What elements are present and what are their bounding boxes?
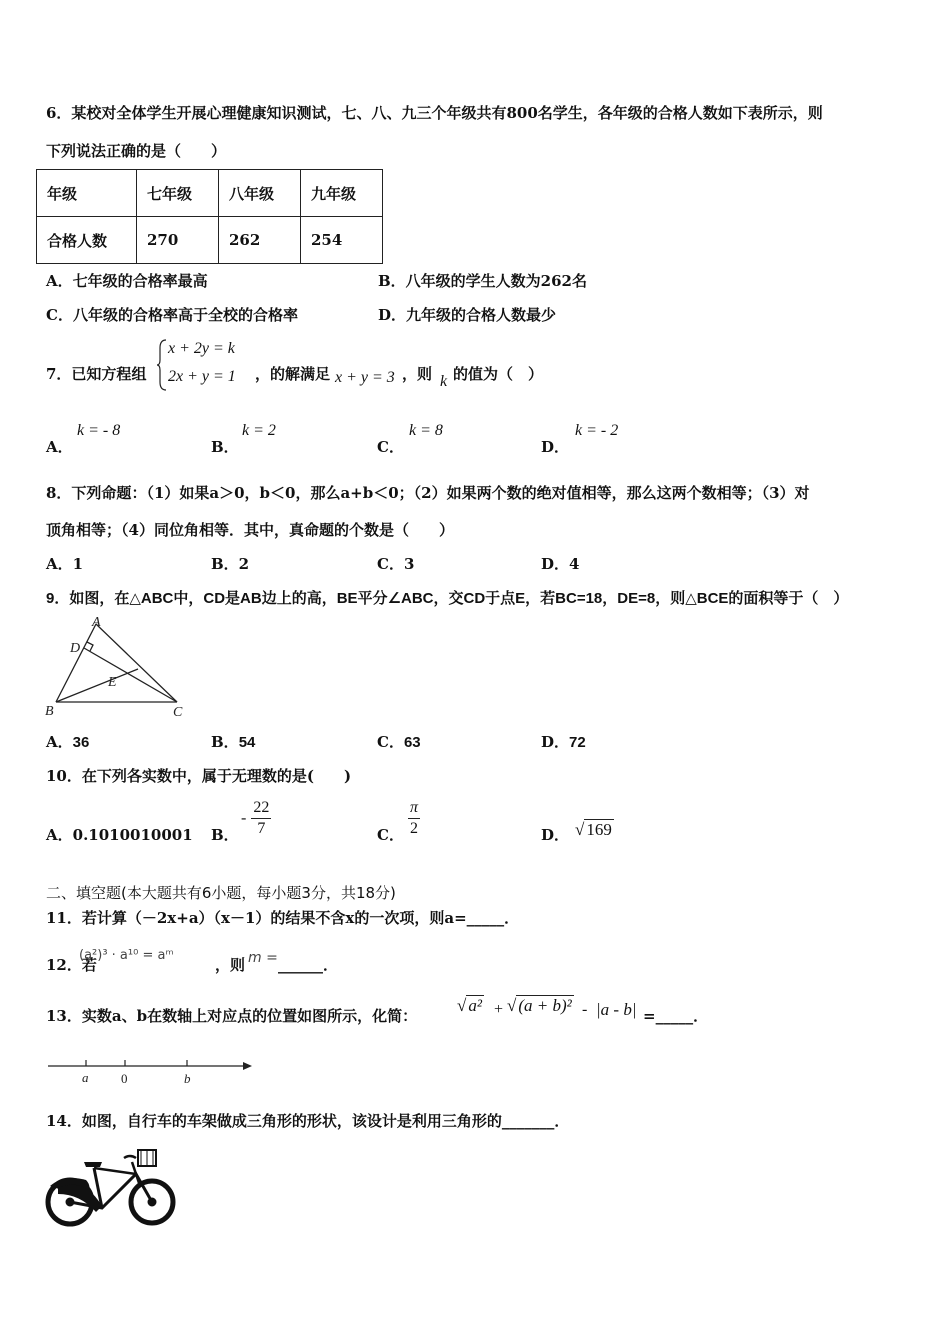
q9-text: 9．如图，在△ABC中，CD是AB边上的高，BE平分∠ABC，交CD于点E，若BC=18，DE=8，则△BCE的面积等于（ ） — [46, 590, 849, 607]
figure-label-a: A — [92, 615, 101, 630]
table-row-label: 合格人数 — [37, 217, 137, 264]
q7-option-a-label: A． — [46, 438, 73, 456]
q13-sqrt-ab: √ (a + b)² — [507, 996, 572, 1015]
table-header: 八年级 — [219, 170, 301, 217]
q13-sqrt-a: √ a² — [457, 996, 482, 1015]
q7-option-a-value: k = - 8 — [77, 422, 121, 439]
q6-option-a: A．七年级的合格率最高 — [46, 272, 208, 290]
q7-condition: x + y = 3 — [335, 369, 395, 386]
q10-option-c-value — [408, 798, 420, 839]
q12-m: m = — [248, 950, 278, 966]
q10-option-d-label: D． — [541, 826, 570, 844]
q10-text: 10．在下列各实数中，属于无理数的是( ) — [46, 767, 352, 785]
figure-label-e: E — [108, 675, 117, 690]
q14-text: 14．如图，自行车的车架做成三角形的形状，该设计是利用三角形的_______． — [46, 1112, 570, 1130]
q12-mid: ，则 — [215, 956, 246, 974]
q12-blank: ______． — [278, 956, 339, 974]
q6-line1: 6．某校对全体学生开展心理健康知识测试，七、八、九三个年级共有800名学生，各年级的合格人数如下表所示，则 — [46, 104, 823, 122]
figure-label-c: C — [173, 705, 183, 720]
q7-then: ，则 — [402, 365, 433, 383]
axis-label-b: b — [184, 1071, 191, 1086]
q9-option-b: B．54 — [211, 733, 256, 751]
q6-option-d: D．九年级的合格人数最少 — [378, 306, 557, 324]
q12-expression: (a²)³ · a¹⁰ = aᵐ — [79, 948, 174, 963]
q13-plus: + — [494, 1001, 504, 1018]
q10-option-b-value: - $\frac{22}{7}$ — [241, 799, 270, 837]
q8-option-d: D．4 — [541, 555, 580, 573]
q13-tail: =_____． — [643, 1007, 709, 1025]
figure-label-b: B — [45, 704, 54, 719]
q13-prefix: 13．实数a、b在数轴上对应点的位置如图所示，化简： — [46, 1007, 418, 1025]
q7-equation-1: x + 2y = k — [168, 340, 235, 357]
figure-label-d: D — [70, 641, 81, 656]
table-cell: 262 — [219, 217, 301, 264]
table-cell: 254 — [301, 217, 383, 264]
system-brace — [156, 338, 168, 392]
axis-label-zero: 0 — [121, 1071, 128, 1086]
q10-option-b-label: B． — [211, 826, 239, 844]
q7-k: k — [440, 373, 448, 390]
grade-table — [36, 169, 383, 264]
q9-option-c: C．63 — [377, 733, 421, 751]
table-header: 九年级 — [301, 170, 383, 217]
q11-text: 11．若计算（－2x+a）（x－1）的结果不含x的一次项，则a=_____． — [46, 909, 520, 927]
q8-option-b: B．2 — [211, 555, 250, 573]
q13-minus: - — [582, 1001, 588, 1018]
q8-option-a: A．1 — [46, 555, 84, 573]
q7-option-c-label: C． — [377, 438, 404, 456]
q7-option-c-value: k = 8 — [409, 422, 443, 439]
q7-prefix: 7．已知方程组 — [46, 365, 147, 383]
q6-line2: 下列说法正确的是（ ） — [46, 142, 227, 160]
q7-option-d-label: D． — [541, 438, 570, 456]
q7-suffix: 的值为（ ） — [453, 365, 544, 383]
table-cell: 270 — [137, 217, 219, 264]
q10-option-d-value: √ 169 — [575, 820, 612, 839]
section-title: 二、填空题(本大题共有6小题，每小题3分，共18分) — [46, 884, 396, 902]
q8-line2: 顶角相等；（4）同位角相等．其中，真命题的个数是（ ） — [46, 521, 454, 539]
q10-option-a: A．0.1010010001 — [46, 826, 193, 844]
q6-option-c: C．八年级的合格率高于全校的合格率 — [46, 306, 298, 324]
q10-option-c-label: C． — [377, 826, 404, 844]
q6-option-b: B．八年级的学生人数为262名 — [378, 272, 587, 290]
q8-line1: 8．下列命题：（1）如果a＞0，b＜0，那么a+b＜0；（2）如果两个数的绝对值相等，那么这两个数相等；（3）对 — [46, 484, 810, 502]
q9-option-d: D．72 — [541, 733, 586, 751]
q7-equation-2: 2x + y = 1 — [168, 368, 236, 385]
q8-option-c: C．3 — [377, 555, 415, 573]
q12-prefix: 12．若 — [46, 956, 97, 974]
q7-option-d-value: k = - 2 — [575, 422, 619, 439]
triangle-figure — [40, 614, 200, 724]
fraction: $\frac{\pi}{2}$ — [410, 799, 419, 837]
axis-label-a: a — [82, 1070, 89, 1085]
table-header: 七年级 — [137, 170, 219, 217]
fraction: $\frac{22}{7}$ — [253, 799, 270, 837]
q7-mid: ，的解满足 — [255, 365, 331, 383]
q7-option-b-value: k = 2 — [242, 422, 276, 439]
table-header: 年级 — [37, 170, 137, 217]
q7-option-b-label: B． — [211, 438, 239, 456]
q9-option-a: A．36 — [46, 733, 90, 751]
bicycle-image — [44, 1146, 180, 1230]
q13-abs: |a - b| — [596, 1000, 637, 1019]
number-line — [46, 1054, 258, 1086]
